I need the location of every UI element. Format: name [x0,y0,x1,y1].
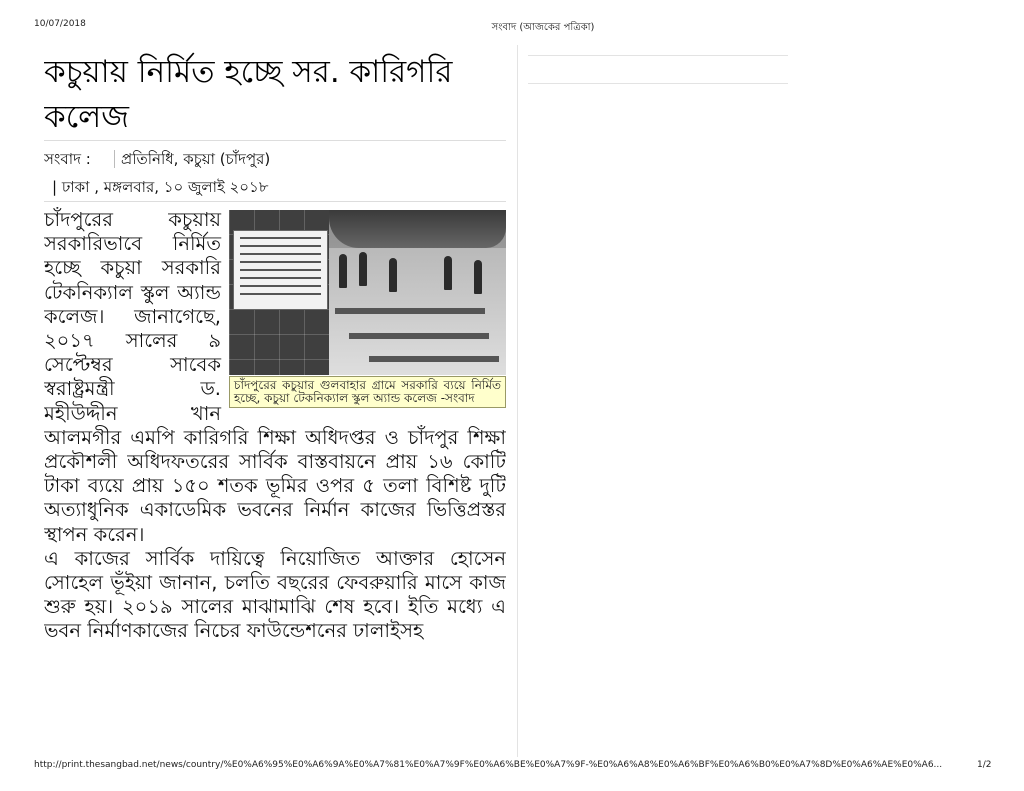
article-body [44,208,506,644]
side-column-rule [528,55,788,56]
footer-url: http://print.thesangbad.net/news/country/%E0%A6%95%E0%A6%9A%E0%A7%81%E0%A7%9F%E0%A6%BE%E0%A7%9F-%E0%A6%A8%E0%A6%BF%E0%A6%B0%E0%A7%8D%E0%A6%AE%E0%A6... [34,760,943,770]
photo-person [359,252,367,286]
divider [114,150,115,168]
photo-trees [329,210,506,248]
photo-trench [369,356,499,362]
article-paragraph: চাঁদপুরের কচুয়ায় সরকারিভাবে নির্মিত হচ্ছে কচুয়া সরকারি টেকনিক্যাল স্কুল অ্যান্ড কলেজ। জানাগেছে, ২০১৭ সালের ৯ সেপ্টেম্বর সাবেক স্বরাষ্ট্রমন্ত্রী ড. মহীউদ্দীন খান আলমগীর এমপি কারিগরি শিক্ষা অধিদপ্তর ও চাঁদপুর শিক্ষা প্রকৌশলী অধিদফতরের সার্বিক বাস্তবায়নে প্রায় ১৬ কোটি টাকা ব্যয়ে প্রায় ১৫০ শতক ভূমির ওপর ৫ তলা বিশিষ্ট দুটি অত্যাধুনিক একাডেমিক ভবনের নির্মান কাজের ভিত্তিপ্রস্তর স্থাপন করেন। [44,208,506,546]
divider [44,140,506,141]
photo-signboard [233,230,328,310]
photo-person [389,258,397,292]
article-photo [229,210,506,375]
side-column-rule [528,83,788,84]
dateline: | ঢাকা , মঙ্গলবার, ১০ জুলাই ২০১৮ [52,178,269,196]
photo-caption: চাঁদপুরের কচুয়ার গুলবাহার গ্রামে সরকারি ব্যয়ে নির্মিত হচ্ছে, কচুয়া টেকনিক্যাল স্কুল অ্যান্ড কলেজ -সংবাদ [229,376,506,408]
source-label: সংবাদ : [44,150,91,168]
photo-person [474,260,482,294]
photo-person [444,256,452,290]
photo-construction-site [329,248,506,375]
side-column-border [517,45,518,757]
photo-trench [349,333,489,339]
article [44,50,506,755]
byline: প্রতিনিধি, কচুয়া (চাঁদপুর) [121,150,271,168]
site-title: সংবাদ (আজকের পত্রিকা) [491,22,595,33]
divider [44,201,506,202]
photo-person [339,254,347,288]
byline-row [44,145,506,173]
article-paragraph: এ কাজের সার্বিক দায়িত্বে নিয়োজিত আক্তার হোসেন সোহেল ভূঁইয়া জানান, চলতি বছরের ফেবরুয়ারি মাসে কাজ শুরু হয়। ২০১৯ সালের মাঝামাঝি শেষ হবে। ইতি মধ্যে এ ভবন নির্মাণকাজের নিচের ফাউন্ডেশনের ঢালাইসহ [44,546,506,643]
page-number: 1/2 [977,760,992,770]
article-figure [229,210,506,408]
print-date: 10/07/2018 [34,19,86,29]
photo-trench [335,308,485,314]
article-headline: কচুয়ায় নির্মিত হচ্ছে সর. কারিগরি কলেজ [44,54,453,135]
